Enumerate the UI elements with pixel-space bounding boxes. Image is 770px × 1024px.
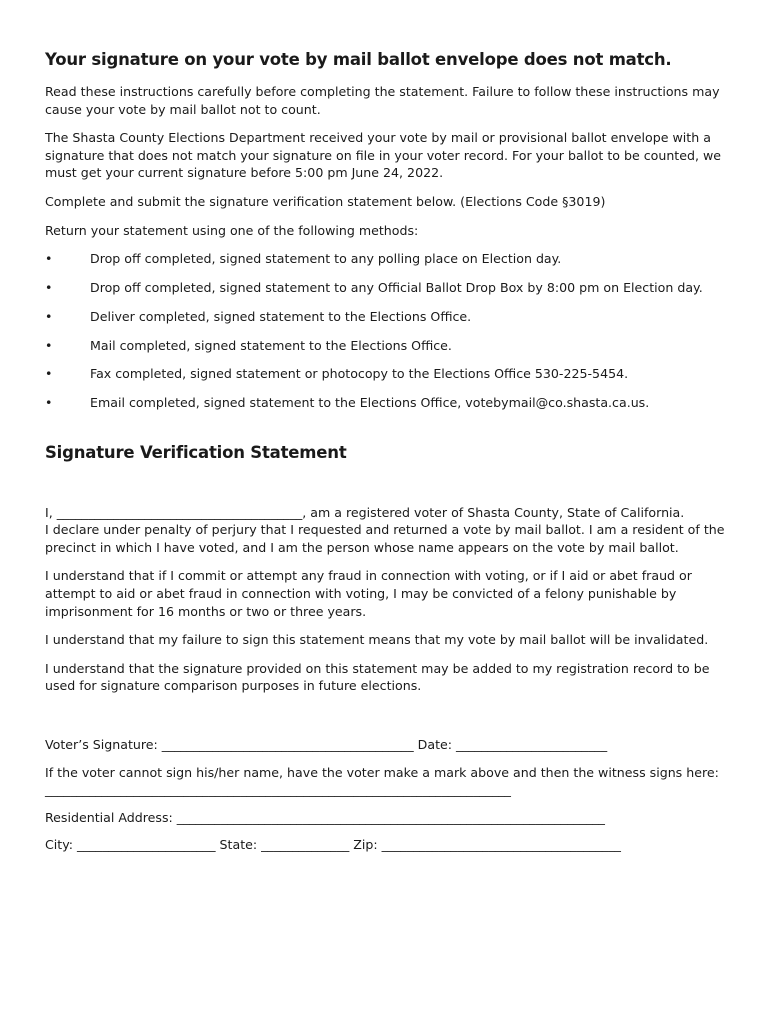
voter-name-line: I, _______________________________________, am a registered voter of Shasta County, State of California. [45,504,685,520]
intro-instruction: Complete and submit the signature verification statement below. (Elections Code §3019) [45,193,606,209]
list-item [45,279,726,297]
bullet-icon: • [45,251,53,267]
bullet-icon: • [45,337,53,353]
list-item-text: Drop off completed, signed statement to any polling place on Election day. [90,251,562,267]
list-item-text: Drop off completed, signed statement to any Official Ballot Drop Box by 8:00 pm on Election day. [90,279,703,295]
declaration-text: I declare under penalty of perjury that I requested and returned a vote by mail ballot. I am a resident of the precinct in which I have voted, and I am the person whose name appears on the vote by mail ballot. [45,522,725,555]
return-methods-list [45,250,726,412]
bullet-icon: • [45,366,53,382]
bullet-icon: • [45,395,53,411]
list-item [45,308,726,326]
invalidation-notice: I understand that my failure to sign this statement means that my vote by mail ballot will be invalidated. [45,632,709,648]
return-methods-heading: Return your statement using one of the following methods: [45,222,419,238]
bullet-icon: • [45,279,53,295]
list-item [45,394,726,412]
registration-notice: I understand that the signature provided on this statement may be added to my registration record to be used for signature comparison purposes in future elections. [45,660,710,694]
signature-form [45,736,726,854]
intro-warning: Read these instructions carefully before completing the statement. Failure to follow these instructions may cause your vote by mail ballot not to count. [45,84,720,117]
list-item [45,337,726,355]
city-state-zip-field[interactable]: City: ______________________ State: ______________ Zip: ______________________________________ [45,837,621,853]
list-item-text: Deliver completed, signed statement to the Elections Office. [90,308,472,324]
residential-address-field[interactable]: Residential Address: ____________________________________________________________________ [45,809,605,825]
list-item-text: Mail completed, signed statement to the Elections Office. [90,337,452,353]
list-item-text: Fax completed, signed statement or photocopy to the Elections Office 530-225-5454. [90,366,629,382]
page-title: Your signature on your vote by mail ballot envelope does not match. [45,50,672,69]
list-item [45,250,726,268]
statement-declaration [45,504,726,557]
voter-signature-field[interactable]: Voter’s Signature: ________________________________________ Date: ________________________ [45,737,608,752]
statement-title: Signature Verification Statement [45,442,347,462]
bullet-icon: • [45,308,53,324]
list-item-text: Email completed, signed statement to the Elections Office, votebymail@co.shasta.ca.us. [90,395,650,411]
fraud-warning: I understand that if I commit or attempt any fraud in connection with voting, or if I aid or abet fraud or attempt to aid or abet fraud in connection with voting, I may be convicted of a felony punishable by imprisonment for 16 months or two or three years. [45,568,692,619]
intro-explanation: The Shasta County Elections Department received your vote by mail or provisional ballot envelope with a signature that does not match your signature on file in your voter record. For your ballot to be counted, we must get your current signature before 5:00 pm June 24, 2022. [45,130,722,181]
witness-signature-field[interactable]: __________________________________________________________________________ [45,782,511,798]
witness-instructions: If the voter cannot sign his/her name, have the voter make a mark above and then the witness signs here: [45,764,719,780]
list-item [45,365,726,383]
